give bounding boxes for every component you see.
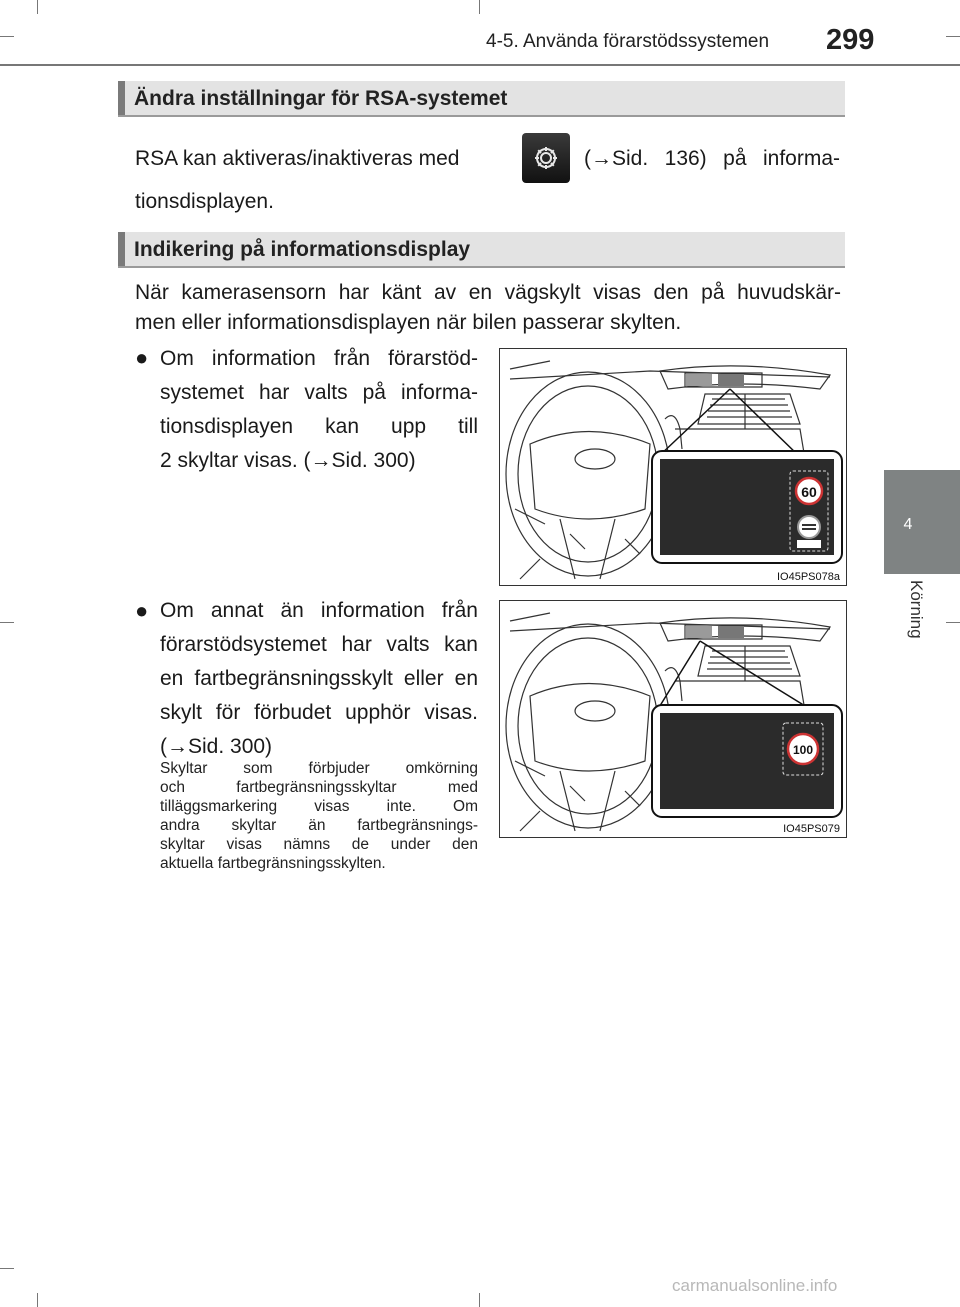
heading-bar [118, 81, 125, 115]
bullet-marker: ● [135, 598, 149, 623]
crop-mark [0, 1268, 14, 1269]
note-line: aktuella fartbegränsningsskylten. [160, 855, 386, 872]
crop-mark [946, 36, 960, 37]
bullet-2-text [160, 594, 478, 764]
section-title: Ändra inställningar för RSA-systemet [134, 87, 508, 110]
note-line: tilläggsmarkering visas inte. Om [160, 798, 478, 815]
chapter-label: Körning [907, 580, 926, 639]
crop-mark [946, 622, 960, 623]
bullet-2-note [160, 759, 478, 873]
figure-dashboard-2 [499, 600, 847, 838]
bullet-marker: ● [135, 345, 149, 370]
note-line: skyltar visas nämns de under den [160, 836, 478, 853]
section-heading-rsa-settings [118, 81, 845, 117]
bullet-line: Om information från förarstöd- [160, 347, 478, 370]
speed-sign-value: 60 [801, 484, 817, 500]
figure-code: IO45PS078a [777, 571, 840, 583]
note-line: Skyltar som förbjuder omkörning [160, 760, 478, 777]
bullet-line: (→Sid. 300) [160, 735, 273, 758]
figure-code: IO45PS079 [783, 823, 840, 835]
crop-mark [0, 36, 14, 37]
bullet-line: Om annat än information från [160, 599, 478, 622]
header-rule [0, 64, 960, 66]
crop-mark [0, 622, 14, 623]
dashboard-illustration [500, 601, 846, 837]
section-title: Indikering på informationsdisplay [134, 238, 471, 261]
note-line: och fartbegränsningsskyltar med [160, 779, 478, 796]
bullet-line: en fartbegränsningsskylt eller en [160, 667, 478, 690]
bullet-line: tionsdisplayen kan upp till [160, 415, 478, 438]
section-heading-info-display [118, 232, 845, 268]
crop-mark [37, 0, 38, 14]
note-line: andra skyltar än fartbegränsnings- [160, 817, 478, 834]
settings-button [522, 133, 570, 183]
crop-mark [479, 1293, 480, 1307]
rsa-text-line2: tionsdisplayen. [135, 190, 274, 213]
dashboard-illustration [500, 349, 846, 585]
rsa-text-after-icon: (→Sid. 136) på informa- [584, 147, 840, 170]
crop-mark [479, 0, 480, 14]
watermark: carmanualsonline.info [672, 1276, 838, 1295]
intro-line-2: men eller informationsdisplayen när bilen passerar skylten. [135, 311, 682, 334]
chapter-number: 4 [903, 516, 913, 533]
running-header: 4-5. Använda förarstödssystemen [486, 31, 770, 52]
bullet-line: förarstödsystemet har valts kan [160, 633, 478, 656]
gear-icon [531, 143, 561, 173]
page-number: 299 [826, 24, 875, 56]
figure-dashboard-1 [499, 348, 847, 586]
crop-mark [37, 1293, 38, 1307]
bullet-line: 2 skyltar visas. (→Sid. 300) [160, 449, 416, 472]
intro-line-1: När kamerasensorn har känt av en vägskylt visas den på huvudskär- [135, 281, 841, 304]
speed-sign-value: 100 [792, 743, 814, 757]
rsa-text-before-icon: RSA kan aktiveras/inaktiveras med [135, 147, 460, 170]
bullet-line: systemet har valts på informa- [160, 381, 478, 404]
bullet-line: skylt för förbudet upphör visas. [160, 701, 478, 724]
bullet-1-text [160, 342, 478, 478]
heading-bar [118, 232, 125, 266]
